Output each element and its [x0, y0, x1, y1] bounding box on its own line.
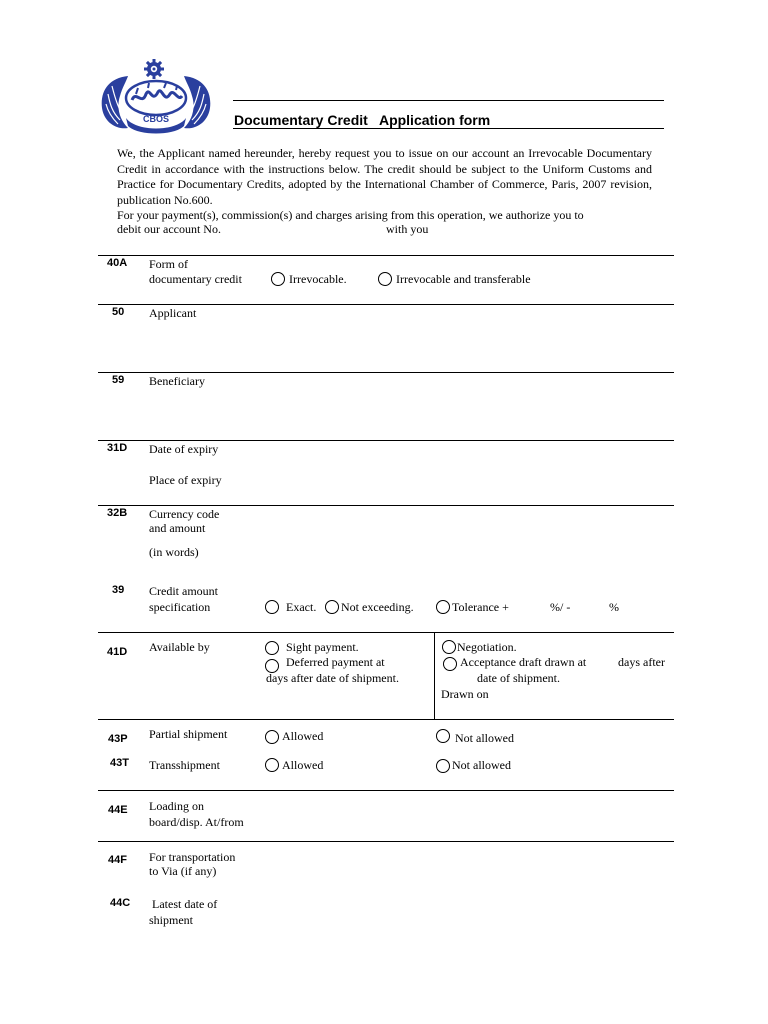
form-of-credit-label: Form of — [149, 257, 188, 271]
intro-text — [117, 146, 652, 224]
field-code-40a: 40A — [107, 257, 128, 269]
applicant-field[interactable] — [260, 306, 660, 366]
loading-on-field[interactable] — [265, 799, 660, 829]
section-rule — [98, 304, 674, 305]
field-code-44e: 44E — [108, 804, 128, 816]
transportation-via-label: to Via (if any) — [149, 864, 217, 878]
acceptance-draft-radio[interactable] — [443, 657, 457, 671]
available-by-label: Available by — [149, 640, 210, 654]
exact-label: Exact. — [286, 600, 317, 614]
field-code-41d: 41D — [107, 646, 128, 658]
intro-with-you: with you — [386, 222, 429, 236]
page-title: Documentary Credit Application form — [234, 112, 491, 128]
field-code-44c: 44C — [110, 897, 131, 909]
form-of-credit-label-2: documentary credit — [149, 272, 242, 286]
section-rule — [98, 372, 674, 373]
acceptance-draft-label: Acceptance draft drawn at — [460, 655, 587, 669]
not-exceeding-label: Not exceeding. — [341, 600, 414, 614]
title-bottom-rule — [233, 128, 664, 129]
transportation-field[interactable] — [265, 850, 660, 880]
partial-allowed-radio[interactable] — [265, 730, 279, 744]
amount-in-words-label: (in words) — [149, 545, 199, 559]
intro-paragraph-2a: For your payment(s), commission(s) and charges arising from this operation, we authorize you to — [117, 208, 584, 222]
transportation-label: For transportation — [149, 850, 236, 864]
tolerance-pct-minus: %/ - — [550, 600, 571, 614]
exact-radio[interactable] — [265, 600, 279, 614]
irrevocable-transferable-radio[interactable] — [378, 272, 392, 286]
loading-board-label: board/disp. At/from — [149, 815, 244, 829]
deferred-days-label: days after date of shipment. — [266, 671, 399, 685]
irrevocable-label: Irrevocable. — [289, 272, 347, 286]
cbos-emblem — [98, 58, 214, 136]
latest-date-field[interactable] — [265, 897, 660, 927]
tolerance-radio[interactable] — [436, 600, 450, 614]
section-rule — [98, 505, 674, 506]
acceptance-days-field[interactable] — [600, 655, 616, 670]
section-rule — [98, 790, 674, 791]
transshipment-not-allowed-radio[interactable] — [436, 759, 450, 773]
acceptance-days-after-label: days after — [618, 655, 665, 669]
beneficiary-field[interactable] — [260, 374, 660, 434]
date-of-expiry-label: Date of expiry — [149, 442, 219, 456]
latest-date-shipment-label: shipment — [149, 913, 193, 927]
section-rule — [98, 632, 674, 633]
transshipment-allowed-label: Allowed — [282, 758, 324, 772]
account-number-field[interactable] — [240, 222, 380, 237]
place-of-expiry-label: Place of expiry — [149, 473, 222, 487]
transshipment-not-allowed-label: Not allowed — [452, 758, 511, 772]
field-code-44f: 44F — [108, 854, 127, 866]
tolerance-plus-field[interactable] — [518, 600, 548, 615]
not-exceeding-radio[interactable] — [325, 600, 339, 614]
irrevocable-radio[interactable] — [271, 272, 285, 286]
partial-not-allowed-radio[interactable] — [436, 729, 450, 743]
section-rule — [98, 255, 674, 256]
latest-date-label: Latest date of — [149, 897, 218, 911]
sight-payment-label: Sight payment. — [286, 640, 359, 654]
place-of-expiry-field[interactable] — [260, 473, 660, 488]
acceptance-shipment-label: date of shipment. — [477, 671, 560, 685]
transshipment-label: Transshipment — [149, 758, 220, 772]
credit-amount-label: Credit amount — [149, 584, 218, 598]
tolerance-minus-field[interactable] — [576, 600, 606, 615]
field-code-39: 39 — [112, 584, 125, 596]
date-of-expiry-field[interactable] — [260, 442, 660, 457]
credit-amount-spec-label: specification — [149, 600, 211, 614]
amount-in-words-field[interactable] — [260, 545, 660, 560]
applicant-label: Applicant — [149, 306, 197, 320]
field-code-31d: 31D — [107, 442, 128, 454]
field-code-50: 50 — [112, 306, 125, 318]
deferred-payment-label: Deferred payment at — [286, 655, 385, 669]
title-top-rule — [233, 100, 664, 101]
currency-amount-field[interactable] — [260, 507, 660, 537]
field-code-59: 59 — [112, 374, 125, 386]
currency-amount-label: and amount — [149, 521, 206, 535]
intro-account-label: debit our account No. — [117, 222, 221, 236]
field-code-43t: 43T — [110, 757, 129, 769]
section-rule — [98, 440, 674, 441]
section-rule — [98, 719, 674, 720]
sight-payment-radio[interactable] — [265, 641, 279, 655]
transshipment-allowed-radio[interactable] — [265, 758, 279, 772]
drawn-on-field[interactable] — [496, 687, 666, 702]
cbos-logo-text: CBOS — [142, 114, 169, 124]
negotiation-label: Negotiation. — [457, 640, 517, 654]
partial-allowed-label: Allowed — [282, 729, 324, 743]
currency-code-label: Currency code — [149, 507, 220, 521]
intro-paragraph-1: We, the Applicant named hereunder, hereby request you to issue on our account an Irrevocable Documentary Credit in accordance with the instructions below. The credit should be subject to the Uniform Customs and Practice for Documentary Credits, adopted by the International Chamber of Commerce, Paris, 2007 revision, publication No.600. — [117, 146, 652, 207]
partial-shipment-label: Partial shipment — [149, 727, 228, 741]
cbos-logo — [98, 58, 214, 136]
beneficiary-label: Beneficiary — [149, 374, 205, 388]
drawn-on-label: Drawn on — [441, 687, 489, 701]
tolerance-pct: % — [609, 600, 619, 614]
irrevocable-transferable-label: Irrevocable and transferable — [396, 272, 531, 286]
field-code-32b: 32B — [107, 507, 128, 519]
section-rule — [98, 841, 674, 842]
field-code-43p: 43P — [108, 733, 128, 745]
negotiation-radio[interactable] — [442, 640, 456, 654]
partial-not-allowed-label: Not allowed — [455, 731, 514, 745]
available-by-divider — [434, 632, 435, 719]
loading-on-label: Loading on — [149, 799, 204, 813]
tolerance-label: Tolerance + — [452, 600, 509, 614]
